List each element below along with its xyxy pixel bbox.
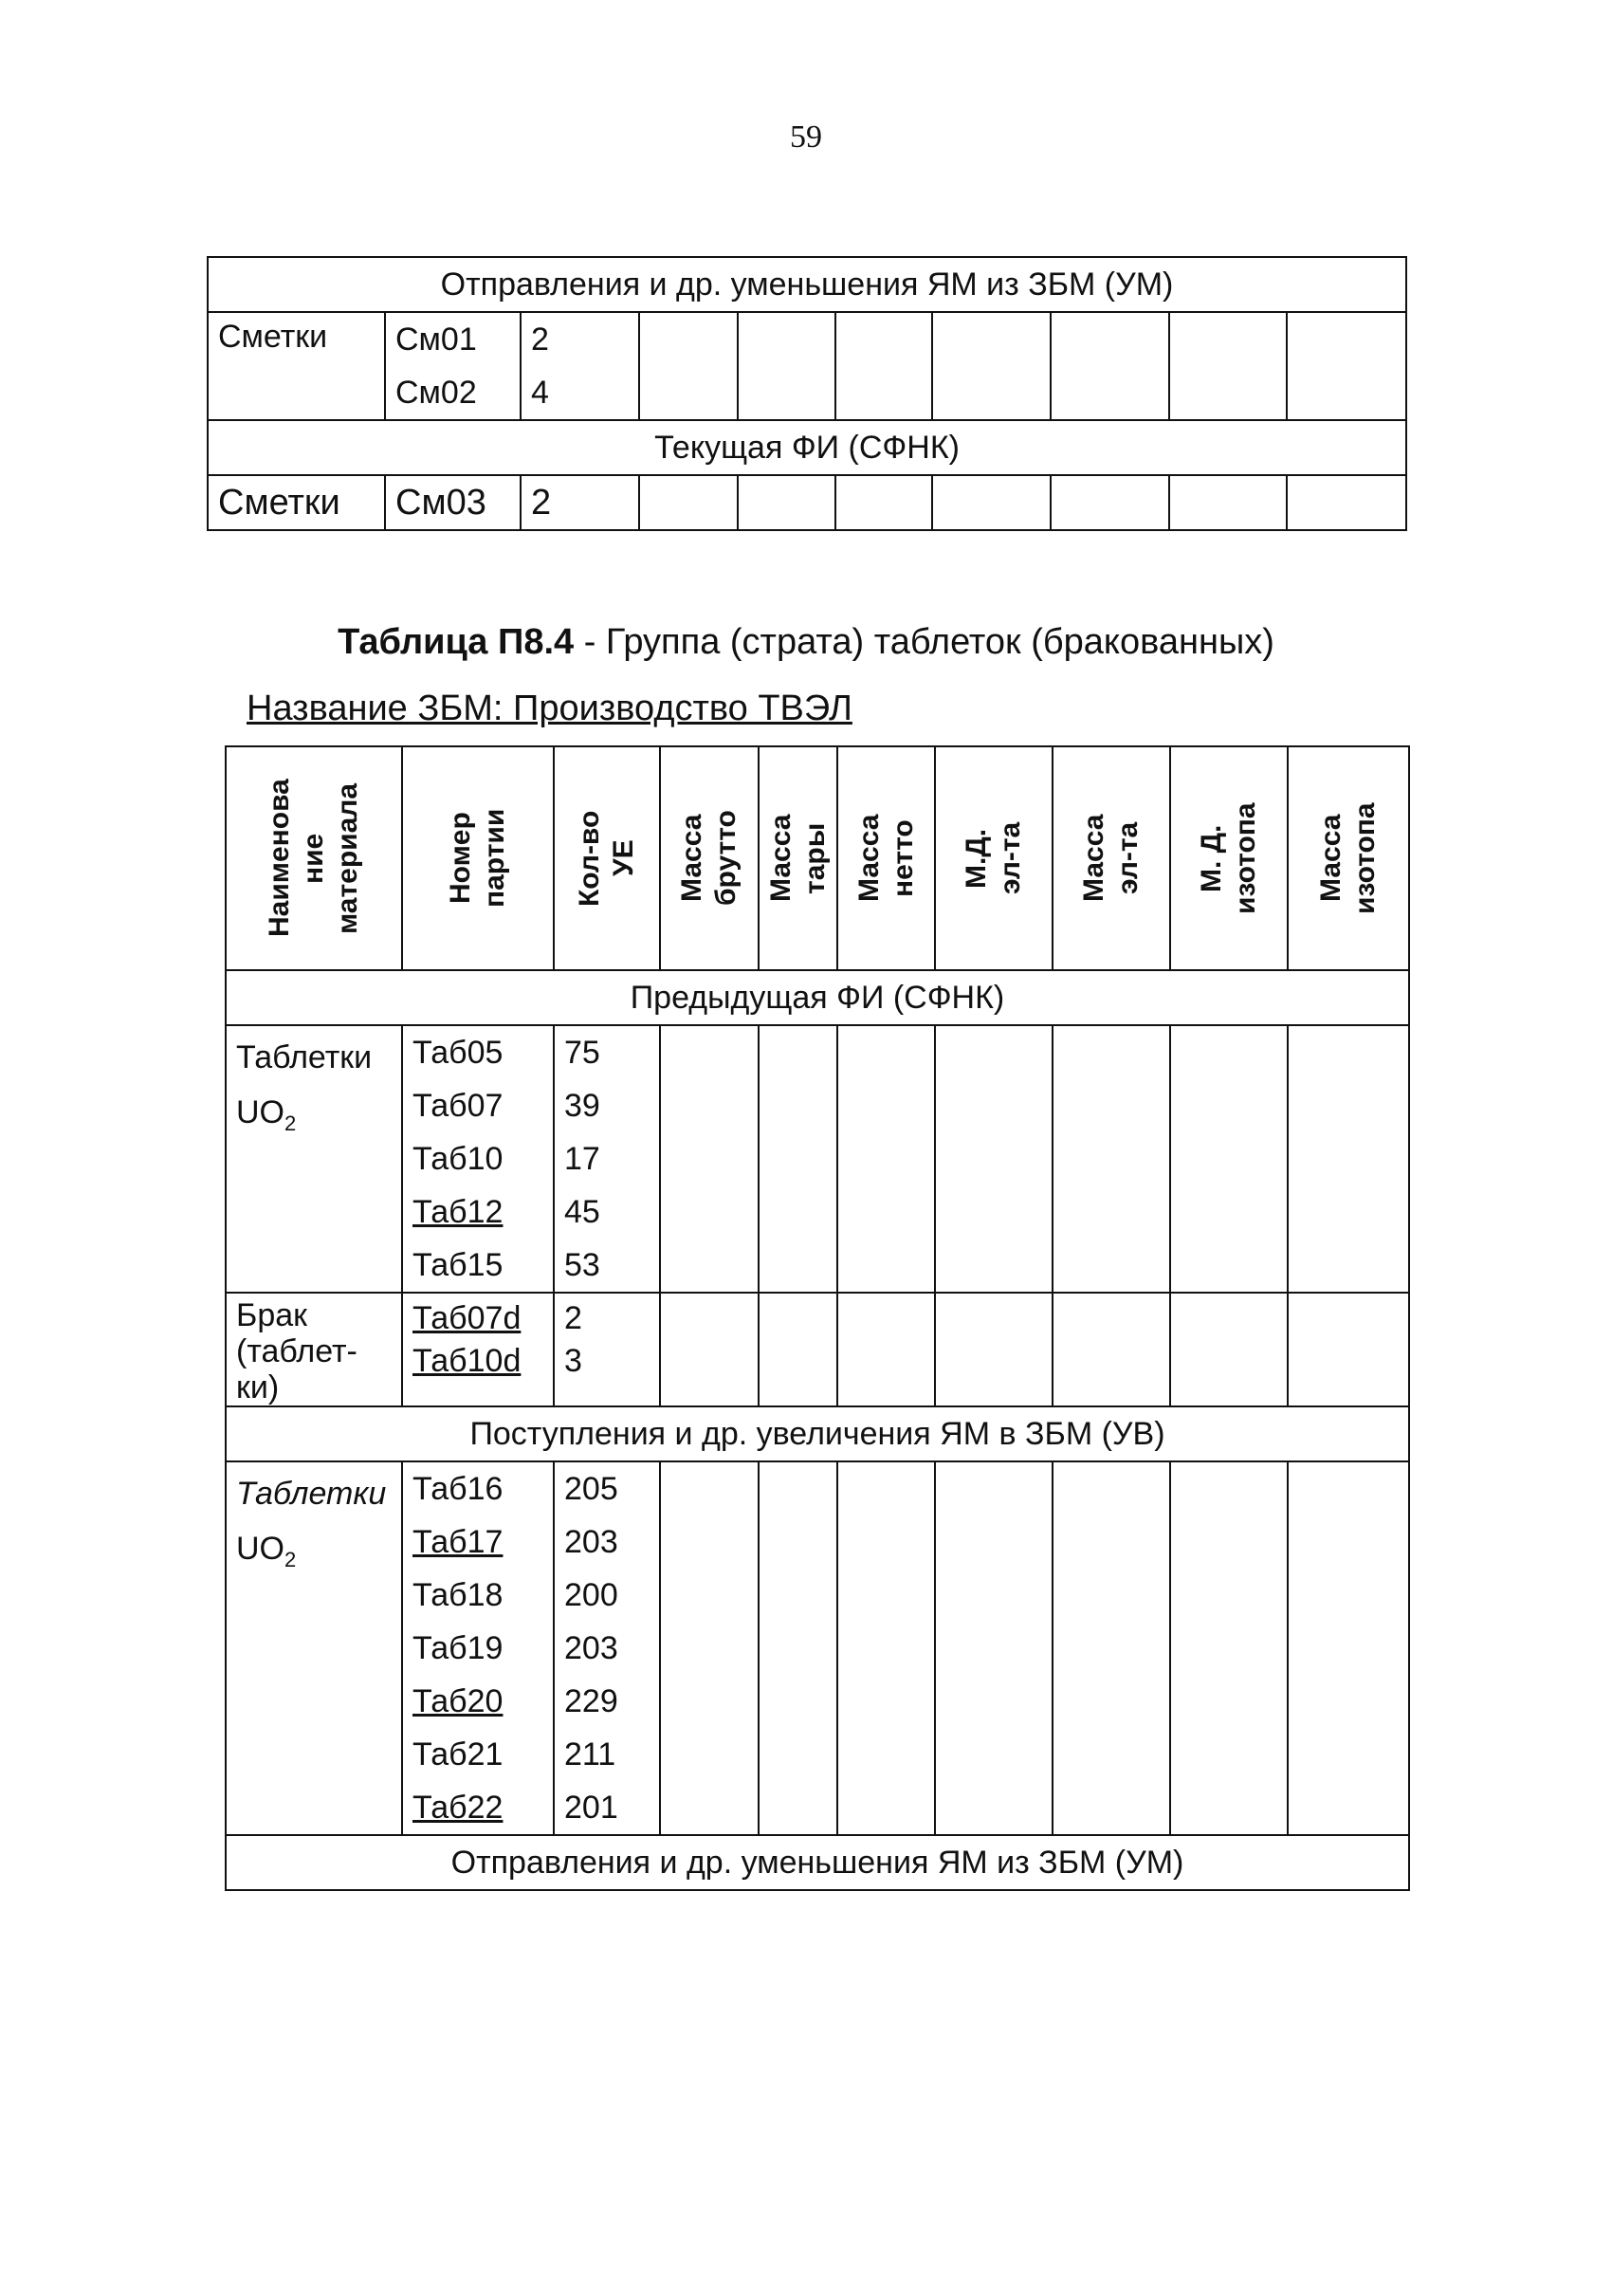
header-net: Масса нетто [837, 746, 935, 970]
empty-cell [935, 1025, 1053, 1293]
batch-cell: Таб22 [402, 1781, 554, 1835]
empty-cell [759, 1293, 837, 1406]
empty-cell [1170, 1461, 1288, 1835]
empty-cell [1053, 1461, 1170, 1835]
empty-cell [837, 1025, 935, 1293]
empty-cell [932, 475, 1051, 530]
top-table [207, 256, 1407, 531]
header-material: Наименова ние материала [226, 746, 402, 970]
empty-cell [660, 1461, 759, 1835]
header-tare: Масса тары [759, 746, 837, 970]
empty-cell [1053, 1293, 1170, 1406]
empty-cell [1288, 1293, 1409, 1406]
empty-cell [1051, 475, 1169, 530]
empty-cell [1287, 312, 1406, 420]
caption-number: Таблица П8.4 [338, 622, 575, 662]
empty-cell [1287, 475, 1406, 530]
empty-cell [639, 312, 738, 420]
qty-cell: 2 [521, 475, 639, 530]
qty-cell: 2 [554, 1293, 660, 1343]
main-table [225, 745, 1410, 1891]
batch-cell: Таб12 [402, 1185, 554, 1239]
empty-cell [1288, 1025, 1409, 1293]
batch-cell: Таб19 [402, 1622, 554, 1675]
qty-cell: 203 [554, 1515, 660, 1569]
qty-cell: 17 [554, 1132, 660, 1185]
page-number: 59 [790, 119, 822, 155]
batch-cell: Таб05 [402, 1025, 554, 1079]
empty-cell [1051, 312, 1169, 420]
batch-cell: Таб16 [402, 1461, 554, 1515]
batch-cell: См03 [385, 475, 521, 530]
empty-cell [837, 1461, 935, 1835]
header-qty: Кол-во УЕ [554, 746, 660, 970]
header-gross: Масса брутто [660, 746, 759, 970]
header-isotope-mass: Масса изотопа [1288, 746, 1409, 970]
caption-text: - Группа (страта) таблеток (бракованных) [574, 622, 1274, 662]
empty-cell [759, 1461, 837, 1835]
qty-cell: 45 [554, 1185, 660, 1239]
batch-cell: Таб10d [402, 1343, 554, 1406]
qty-cell: 229 [554, 1675, 660, 1728]
empty-cell [639, 475, 738, 530]
table-caption [0, 622, 1612, 663]
batch-cell: Таб10 [402, 1132, 554, 1185]
material-cell: Таблетки $UO_2$ [226, 1025, 402, 1293]
zbm-name: Название ЗБМ: Производство ТВЭЛ [247, 689, 852, 728]
batch-cell: См01 [385, 312, 521, 366]
header-row [226, 746, 1409, 970]
empty-cell [935, 1461, 1053, 1835]
material-cell: Сметки [208, 312, 385, 420]
qty-cell: 2 [521, 312, 639, 366]
qty-cell: 200 [554, 1569, 660, 1622]
section-heading: Предыдущая ФИ (СФНК) [226, 970, 1409, 1025]
material-cell: Брак (таблет-ки) [226, 1293, 402, 1406]
empty-cell [738, 312, 835, 420]
empty-cell [660, 1293, 759, 1406]
qty-cell: 201 [554, 1781, 660, 1835]
empty-cell [1053, 1025, 1170, 1293]
empty-cell [759, 1025, 837, 1293]
section-heading: Текущая ФИ (СФНК) [208, 420, 1406, 475]
batch-cell: См02 [385, 366, 521, 420]
header-batch: Номер партии [402, 746, 554, 970]
qty-cell: 75 [554, 1025, 660, 1079]
qty-cell: 205 [554, 1461, 660, 1515]
empty-cell [1288, 1461, 1409, 1835]
empty-cell [1169, 312, 1287, 420]
empty-cell [660, 1025, 759, 1293]
empty-cell [1170, 1025, 1288, 1293]
batch-cell: Таб07d [402, 1293, 554, 1343]
qty-cell: 53 [554, 1239, 660, 1293]
empty-cell [837, 1293, 935, 1406]
qty-cell: 3 [554, 1343, 660, 1406]
batch-cell: Таб07 [402, 1079, 554, 1132]
empty-cell [1170, 1293, 1288, 1406]
material-cell: Таблетки $UO_2$ [226, 1461, 402, 1835]
empty-cell [935, 1293, 1053, 1406]
empty-cell [932, 312, 1051, 420]
section-heading: Поступления и др. увеличения ЯМ в ЗБМ (УВ) [226, 1406, 1409, 1461]
empty-cell [738, 475, 835, 530]
qty-cell: 203 [554, 1622, 660, 1675]
empty-cell [1169, 475, 1287, 530]
empty-cell [835, 312, 932, 420]
qty-cell: 211 [554, 1728, 660, 1781]
qty-cell: 4 [521, 366, 639, 420]
empty-cell [835, 475, 932, 530]
material-cell: Сметки [208, 475, 385, 530]
batch-cell: Таб17 [402, 1515, 554, 1569]
batch-cell: Таб20 [402, 1675, 554, 1728]
qty-cell: 39 [554, 1079, 660, 1132]
header-element-mass: Масса эл-та [1053, 746, 1170, 970]
header-isotope-fraction: М. Д. изотопа [1170, 746, 1288, 970]
section-heading: Отправления и др. уменьшения ЯМ из ЗБМ (УМ) [226, 1835, 1409, 1890]
batch-cell: Таб15 [402, 1239, 554, 1293]
header-element-fraction: М.Д. эл-та [935, 746, 1053, 970]
section-heading: Отправления и др. уменьшения ЯМ из ЗБМ (УМ) [208, 257, 1406, 312]
batch-cell: Таб21 [402, 1728, 554, 1781]
batch-cell: Таб18 [402, 1569, 554, 1622]
